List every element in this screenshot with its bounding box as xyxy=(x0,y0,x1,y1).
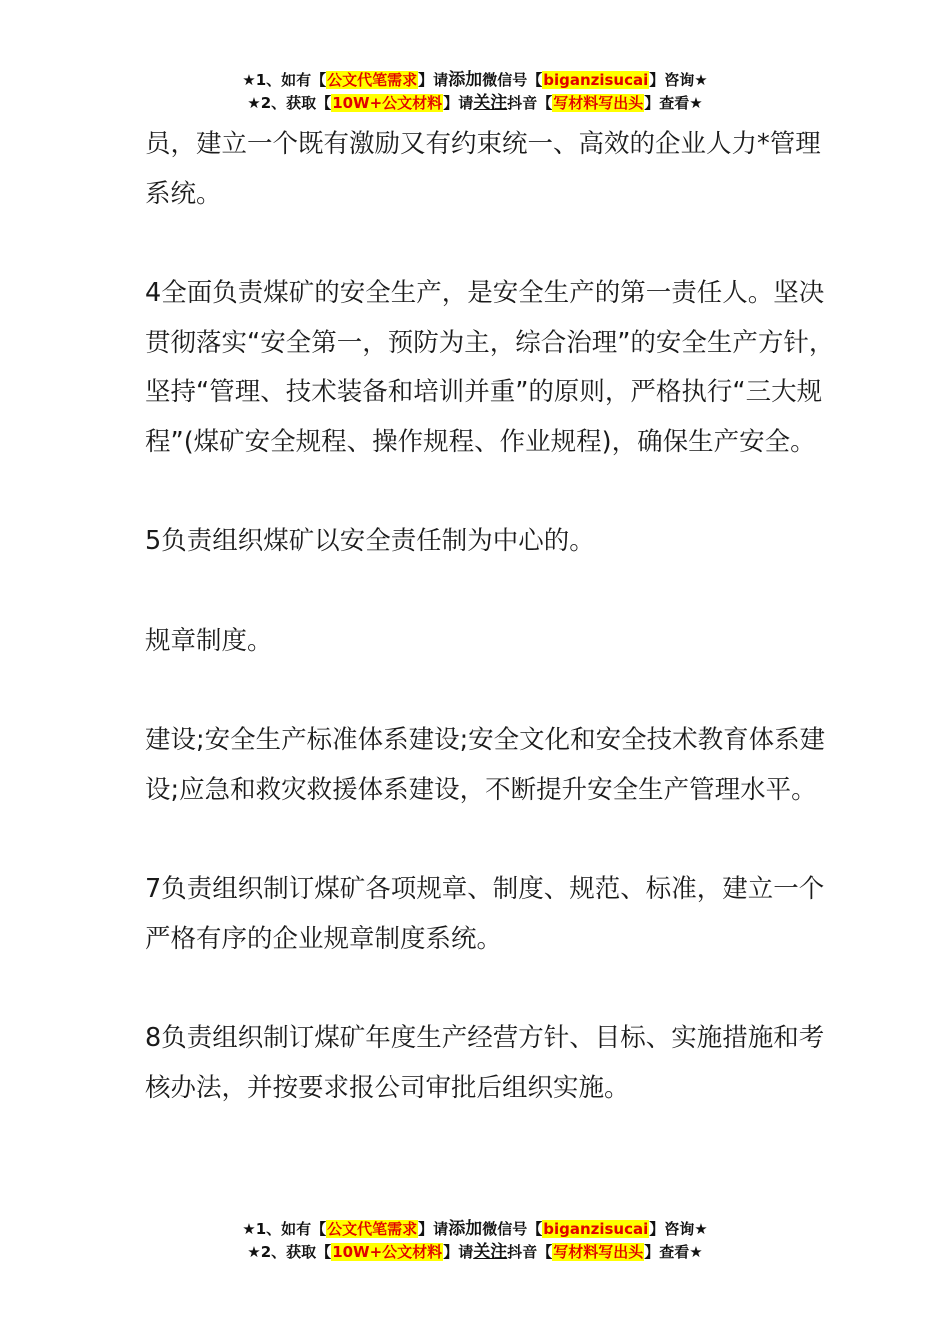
document-body xyxy=(145,120,835,1163)
banner-text: 】查看★ xyxy=(644,94,703,112)
paragraph: 员，建立一个既有激励又有约束统一、高效的企业人力*管理系统。 xyxy=(145,129,821,209)
banner-text: ★1、如有【 xyxy=(242,71,327,89)
banner-highlight: 写材料写出头 xyxy=(553,94,644,112)
banner-emphasis: 关注 xyxy=(473,93,508,113)
banner-text: ★1、如有【 xyxy=(242,1220,327,1238)
banner-text: 】请 xyxy=(418,1220,449,1238)
banner-line-1 xyxy=(0,69,950,92)
banner-highlight: biganzisucai xyxy=(543,71,649,89)
banner-text: ★2、获取【 xyxy=(247,94,332,112)
banner-text: 抖音【 xyxy=(507,94,553,112)
banner-highlight: 公文代笔需求 xyxy=(327,71,418,89)
banner-text: 】咨询★ xyxy=(649,1220,708,1238)
banner-emphasis: 添加 xyxy=(448,1219,483,1239)
header-banner xyxy=(0,69,950,115)
banner-highlight: 10W+公文材料 xyxy=(332,94,443,112)
banner-highlight: biganzisucai xyxy=(543,1220,649,1238)
banner-text: 抖音【 xyxy=(507,1243,553,1261)
banner-text: 微信号【 xyxy=(482,71,543,89)
banner-text: 】请 xyxy=(443,94,474,112)
paragraph: 7负责组织制订煤矿各项规章、制度、规范、标准，建立一个严格有序的企业规章制度系统。 xyxy=(145,874,825,954)
banner-highlight: 10W+公文材料 xyxy=(332,1243,443,1261)
paragraph: 4全面负责煤矿的安全生产，是安全生产的第一责任人。坚决贯彻落实“安全第一，预防为主，综合治理”的安全生产方针，坚持“管理、技术装备和培训并重”的原则，严格执行“三大规程”(煤矿安全规程、操作规程、作业规程)，确保生产安全。 xyxy=(145,278,835,457)
banner-line-2 xyxy=(0,1241,950,1264)
footer-banner xyxy=(0,1218,950,1264)
banner-highlight: 公文代笔需求 xyxy=(327,1220,418,1238)
banner-line-2 xyxy=(0,92,950,115)
paragraph: 5负责组织煤矿以安全责任制为中心的。 xyxy=(145,526,595,556)
banner-highlight: 写材料写出头 xyxy=(553,1243,644,1261)
banner-emphasis: 关注 xyxy=(473,1242,508,1262)
banner-text: 】请 xyxy=(443,1243,474,1261)
banner-text: 微信号【 xyxy=(482,1220,543,1238)
paragraph: 8负责组织制订煤矿年度生产经营方针、目标、实施措施和考核办法，并按要求报公司审批后组织实施。 xyxy=(145,1023,825,1103)
banner-text: 】咨询★ xyxy=(649,71,708,89)
banner-text: 】查看★ xyxy=(644,1243,703,1261)
paragraph: 建设;安全生产标准体系建设;安全文化和安全技术教育体系建设;应急和救灾救援体系建设，不断提升安全生产管理水平。 xyxy=(145,725,826,805)
banner-text: ★2、获取【 xyxy=(247,1243,332,1261)
banner-emphasis: 添加 xyxy=(448,70,483,90)
paragraph: 规章制度。 xyxy=(145,625,273,656)
banner-line-1 xyxy=(0,1218,950,1241)
banner-text: 】请 xyxy=(418,71,449,89)
